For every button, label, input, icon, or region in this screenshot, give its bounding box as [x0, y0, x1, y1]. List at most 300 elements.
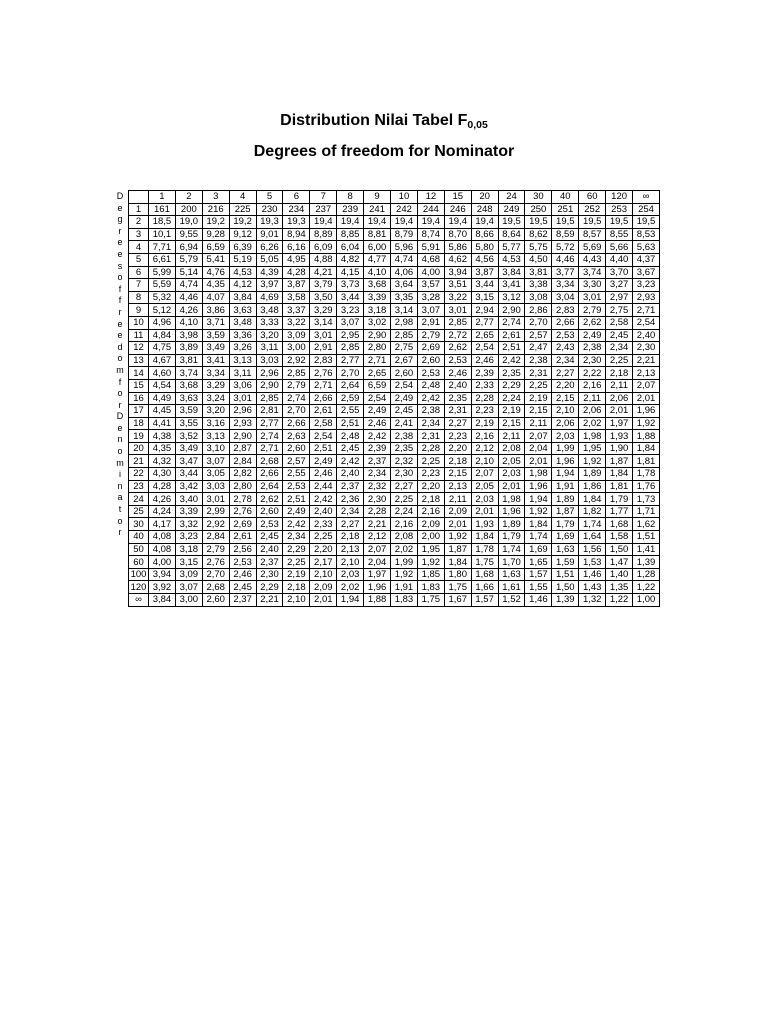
table-cell: 19,2	[202, 216, 229, 229]
table-cell: 2,79	[202, 543, 229, 556]
table-cell: 1,87	[606, 455, 633, 468]
table-cell: 1,58	[606, 531, 633, 544]
table-cell: 2,67	[391, 354, 418, 367]
table-cell: 3,34	[202, 367, 229, 380]
table-cell: 4,53	[498, 253, 525, 266]
table-cell: 2,45	[229, 581, 256, 594]
table-cell: 8,64	[498, 228, 525, 241]
table-cell: 2,10	[552, 405, 579, 418]
table-cell: 19,0	[175, 216, 202, 229]
row-header: 13	[129, 354, 149, 367]
table-cell: 4,74	[391, 253, 418, 266]
table-cell: 2,62	[579, 316, 606, 329]
table-cell: 2,23	[444, 430, 471, 443]
table-cell: 2,34	[606, 342, 633, 355]
table-cell: 3,81	[175, 354, 202, 367]
table-cell: 3,35	[391, 291, 418, 304]
table-cell: 2,15	[552, 392, 579, 405]
row-header: 17	[129, 405, 149, 418]
table-cell: 2,37	[229, 594, 256, 607]
side-label-letter: t	[118, 504, 122, 515]
row-header: 7	[129, 279, 149, 292]
table-cell: 4,41	[149, 417, 176, 430]
table-cell: 230	[256, 203, 283, 216]
table-cell: 3,74	[579, 266, 606, 279]
table-cell: 2,36	[337, 493, 364, 506]
table-cell: 1,92	[391, 568, 418, 581]
table-cell: 2,75	[391, 342, 418, 355]
table-cell: 5,86	[444, 241, 471, 254]
side-label-letter: r	[118, 527, 122, 538]
table-cell: 2,54	[471, 342, 498, 355]
table-cell: 3,07	[202, 455, 229, 468]
table-cell: 3,70	[606, 266, 633, 279]
table-cell: 8,81	[364, 228, 391, 241]
table-cell: 1,67	[444, 594, 471, 607]
table-cell: 19,4	[417, 216, 444, 229]
table-cell: 225	[229, 203, 256, 216]
table-row	[129, 543, 660, 556]
table-cell: 2,48	[417, 379, 444, 392]
table-cell: 4,21	[310, 266, 337, 279]
table-cell: 2,34	[552, 354, 579, 367]
table-cell: 1,75	[471, 556, 498, 569]
table-cell: 2,57	[283, 455, 310, 468]
table-cell: 2,93	[633, 291, 660, 304]
table-cell: 3,42	[175, 480, 202, 493]
table-cell: 2,09	[417, 518, 444, 531]
table-cell: 3,74	[175, 367, 202, 380]
table-cell: 1,76	[633, 480, 660, 493]
table-cell: 2,03	[471, 493, 498, 506]
table-cell: 5,59	[149, 279, 176, 292]
table-cell: 2,24	[391, 505, 418, 518]
table-cell: 2,60	[283, 442, 310, 455]
table-cell: 2,18	[444, 455, 471, 468]
row-header: 10	[129, 316, 149, 329]
table-cell: 2,77	[256, 417, 283, 430]
table-cell: 2,48	[337, 430, 364, 443]
table-cell: 1,79	[606, 493, 633, 506]
table-cell: 1,66	[471, 581, 498, 594]
table-cell: 2,03	[552, 430, 579, 443]
table-cell: 2,80	[364, 342, 391, 355]
table-cell: 1,64	[579, 531, 606, 544]
table-cell: 2,19	[471, 417, 498, 430]
table-cell: 1,47	[606, 556, 633, 569]
table-cell: 3,15	[471, 291, 498, 304]
row-header: 60	[129, 556, 149, 569]
side-label-letter: r	[118, 399, 122, 410]
column-header: 40	[552, 191, 579, 204]
row-header: 2	[129, 216, 149, 229]
table-cell: 1,51	[633, 531, 660, 544]
table-cell: 2,90	[256, 379, 283, 392]
table-cell: 3,94	[444, 266, 471, 279]
table-cell: 2,10	[310, 568, 337, 581]
table-cell: 6,39	[229, 241, 256, 254]
side-label-letter: o	[117, 353, 123, 364]
table-cell: 3,39	[364, 291, 391, 304]
table-cell: 2,08	[391, 531, 418, 544]
table-cell: 250	[525, 203, 552, 216]
table-cell: 2,21	[633, 354, 660, 367]
table-cell: 4,28	[283, 266, 310, 279]
table-cell: 4,40	[606, 253, 633, 266]
table-cell: 5,66	[606, 241, 633, 254]
row-header: 21	[129, 455, 149, 468]
side-label-letter: n	[117, 434, 123, 445]
table-cell: 2,60	[256, 505, 283, 518]
table-cell: 3,47	[175, 455, 202, 468]
table-cell: 3,07	[175, 581, 202, 594]
table-cell: 1,94	[525, 493, 552, 506]
table-cell: 4,88	[310, 253, 337, 266]
side-label-letter: g	[117, 214, 123, 225]
table-cell: 1,75	[417, 594, 444, 607]
table-cell: 246	[444, 203, 471, 216]
table-cell: 1,78	[471, 543, 498, 556]
table-cell: 1,28	[633, 568, 660, 581]
table-cell: 2,86	[525, 304, 552, 317]
table-cell: 2,11	[444, 493, 471, 506]
table-cell: 2,91	[417, 316, 444, 329]
table-cell: 2,71	[256, 442, 283, 455]
table-cell: 2,25	[391, 493, 418, 506]
table-cell: 2,01	[525, 455, 552, 468]
table-cell: 2,41	[391, 417, 418, 430]
table-cell: 1,81	[633, 455, 660, 468]
table-cell: 2,30	[256, 568, 283, 581]
table-cell: 4,68	[417, 253, 444, 266]
table-cell: 19,5	[552, 216, 579, 229]
table-cell: 2,45	[606, 329, 633, 342]
side-label-letter: f	[118, 295, 122, 306]
table-cell: 2,30	[633, 342, 660, 355]
table-cell: 2,38	[417, 405, 444, 418]
table-row	[129, 342, 660, 355]
side-label-letter: e	[117, 248, 123, 259]
table-cell: 2,47	[525, 342, 552, 355]
table-cell: 1,88	[364, 594, 391, 607]
table-cell: 3,37	[283, 304, 310, 317]
side-label-letter: e	[117, 422, 123, 433]
table-cell: 19,2	[229, 216, 256, 229]
table-cell: 4,00	[149, 556, 176, 569]
table-cell: 2,21	[256, 594, 283, 607]
table-cell: 4,96	[149, 316, 176, 329]
row-header: 23	[129, 480, 149, 493]
table-cell: 5,14	[175, 266, 202, 279]
table-cell: 3,84	[498, 266, 525, 279]
table-cell: 1,59	[552, 556, 579, 569]
table-cell: 2,70	[525, 316, 552, 329]
table-cell: 8,79	[391, 228, 418, 241]
table-cell: 2,29	[498, 379, 525, 392]
table-cell: 3,22	[283, 316, 310, 329]
table-cell: 2,09	[310, 581, 337, 594]
table-cell: 2,68	[256, 455, 283, 468]
table-cell: 2,55	[283, 468, 310, 481]
table-cell: 2,85	[444, 316, 471, 329]
table-cell: 2,82	[229, 468, 256, 481]
table-cell: 2,06	[579, 405, 606, 418]
table-cell: 252	[579, 203, 606, 216]
header-row	[129, 191, 660, 204]
table-cell: 2,51	[337, 417, 364, 430]
table-cell: 8,53	[633, 228, 660, 241]
column-header: 10	[391, 191, 418, 204]
side-label-letter: i	[119, 469, 121, 480]
table-cell: 2,85	[337, 342, 364, 355]
table-cell: 1,78	[633, 468, 660, 481]
table-cell: 9,01	[256, 228, 283, 241]
table-cell: 19,4	[364, 216, 391, 229]
row-header: 5	[129, 253, 149, 266]
table-cell: 18,5	[149, 216, 176, 229]
title-subscript: 0,05	[467, 119, 488, 131]
table-cell: 2,90	[364, 329, 391, 342]
table-cell: 8,57	[579, 228, 606, 241]
table-cell: 6,61	[149, 253, 176, 266]
table-cell: 3,02	[364, 316, 391, 329]
table-cell: 2,30	[579, 354, 606, 367]
table-cell: 3,48	[256, 304, 283, 317]
table-cell: 1,39	[552, 594, 579, 607]
table-cell: 2,85	[283, 367, 310, 380]
table-cell: 3,23	[633, 279, 660, 292]
table-cell: 1,71	[633, 505, 660, 518]
table-cell: 2,33	[310, 518, 337, 531]
table-cell: 2,22	[579, 367, 606, 380]
table-cell: 1,32	[579, 594, 606, 607]
table-cell: 4,12	[229, 279, 256, 292]
table-cell: 5,05	[256, 253, 283, 266]
table-cell: 2,37	[256, 556, 283, 569]
table-cell: 2,28	[364, 505, 391, 518]
table-cell: 2,29	[256, 581, 283, 594]
table-cell: 9,12	[229, 228, 256, 241]
table-cell: 2,01	[471, 505, 498, 518]
table-cell: 2,54	[310, 430, 337, 443]
table-cell: 3,11	[229, 367, 256, 380]
table-cell: 1,92	[579, 455, 606, 468]
table-cell: 216	[202, 203, 229, 216]
table-cell: 19,5	[579, 216, 606, 229]
column-header: 30	[525, 191, 552, 204]
table-cell: 2,28	[417, 442, 444, 455]
column-header: 8	[337, 191, 364, 204]
table-cell: 2,19	[498, 405, 525, 418]
table-cell: 2,61	[310, 405, 337, 418]
table-cell: 2,11	[525, 417, 552, 430]
row-header: 40	[129, 531, 149, 544]
table-cell: 2,13	[444, 480, 471, 493]
table-cell: 3,09	[283, 329, 310, 342]
table-cell: 2,02	[337, 581, 364, 594]
table-cell: 3,15	[175, 556, 202, 569]
table-row	[129, 253, 660, 266]
table-cell: 8,55	[606, 228, 633, 241]
column-header: ∞	[633, 191, 660, 204]
table-cell: 2,18	[337, 531, 364, 544]
table-cell: 2,74	[256, 430, 283, 443]
table-cell: 1,77	[606, 505, 633, 518]
table-cell: 3,29	[202, 379, 229, 392]
table-cell: 6,94	[175, 241, 202, 254]
table-cell: 2,71	[633, 304, 660, 317]
table-cell: 2,28	[471, 392, 498, 405]
table-cell: 1,55	[525, 581, 552, 594]
table-cell: 2,59	[337, 392, 364, 405]
table-cell: 2,02	[391, 543, 418, 556]
table-cell: 1,68	[471, 568, 498, 581]
table-cell: 2,38	[391, 430, 418, 443]
table-cell: 2,40	[633, 329, 660, 342]
table-row	[129, 279, 660, 292]
table-cell: 161	[149, 203, 176, 216]
side-label-letter: D	[116, 411, 124, 422]
page-title	[0, 111, 768, 131]
table-cell: 1,79	[498, 531, 525, 544]
column-header: 20	[471, 191, 498, 204]
row-header: 14	[129, 367, 149, 380]
table-cell: 3,28	[417, 291, 444, 304]
table-row	[129, 379, 660, 392]
table-cell: 2,51	[498, 342, 525, 355]
table-cell: 1,57	[525, 568, 552, 581]
table-cell: 2,04	[525, 442, 552, 455]
page-subtitle: Degrees of freedom for Nominator	[253, 143, 515, 160]
table-row	[129, 468, 660, 481]
table-cell: 2,01	[310, 594, 337, 607]
table-cell: 2,66	[256, 468, 283, 481]
table-cell: 4,10	[364, 266, 391, 279]
table-cell: 1,63	[498, 568, 525, 581]
row-header: 15	[129, 379, 149, 392]
table-cell: 1,62	[633, 518, 660, 531]
table-row	[129, 493, 660, 506]
row-header: 24	[129, 493, 149, 506]
table-cell: 3,55	[175, 417, 202, 430]
table-cell: 4,32	[149, 455, 176, 468]
table-cell: 2,25	[525, 379, 552, 392]
row-header: ∞	[129, 594, 149, 607]
table-cell: 1,94	[337, 594, 364, 607]
table-row	[129, 241, 660, 254]
table-cell: 1,74	[498, 543, 525, 556]
table-cell: 2,27	[337, 518, 364, 531]
table-cell: 4,28	[149, 480, 176, 493]
table-cell: 3,68	[364, 279, 391, 292]
table-row	[129, 329, 660, 342]
table-cell: 3,00	[175, 594, 202, 607]
table-cell: 2,25	[310, 531, 337, 544]
table-cell: 2,60	[202, 594, 229, 607]
table-cell: 1,97	[606, 417, 633, 430]
table-cell: 1,65	[525, 556, 552, 569]
side-label-letter: r	[118, 306, 122, 317]
table-cell: 1,98	[498, 493, 525, 506]
table-cell: 3,86	[202, 304, 229, 317]
table-cell: 2,90	[498, 304, 525, 317]
table-cell: 4,53	[229, 266, 256, 279]
table-cell: 2,31	[417, 430, 444, 443]
table-cell: 4,10	[175, 316, 202, 329]
table-cell: 1,56	[579, 543, 606, 556]
table-cell: 1,95	[417, 543, 444, 556]
table-cell: 3,34	[552, 279, 579, 292]
table-cell: 4,95	[283, 253, 310, 266]
table-cell: 2,74	[498, 316, 525, 329]
table-cell: 19,5	[606, 216, 633, 229]
table-cell: 248	[471, 203, 498, 216]
table-cell: 2,58	[606, 316, 633, 329]
table-cell: 1,87	[552, 505, 579, 518]
table-cell: 1,63	[552, 543, 579, 556]
table-cell: 2,76	[310, 367, 337, 380]
table-cell: 2,33	[471, 379, 498, 392]
table-cell: 3,09	[175, 568, 202, 581]
table-cell: 2,53	[256, 518, 283, 531]
table-cell: 2,31	[444, 405, 471, 418]
table-cell: 3,13	[202, 430, 229, 443]
table-cell: 2,54	[364, 392, 391, 405]
table-cell: 2,78	[229, 493, 256, 506]
side-label-letter: a	[117, 492, 123, 503]
table-cell: 2,83	[552, 304, 579, 317]
table-cell: 4,30	[149, 468, 176, 481]
table-cell: 4,26	[175, 304, 202, 317]
side-label-letter: d	[117, 341, 123, 352]
table-cell: 2,54	[391, 379, 418, 392]
table-row	[129, 556, 660, 569]
table-cell: 2,46	[364, 417, 391, 430]
table-cell: 2,11	[606, 379, 633, 392]
table-cell: 3,77	[552, 266, 579, 279]
table-cell: 2,62	[444, 342, 471, 355]
table-cell: 2,13	[633, 367, 660, 380]
table-cell: 2,60	[391, 367, 418, 380]
table-cell: 2,80	[229, 480, 256, 493]
table-cell: 3,87	[283, 279, 310, 292]
table-cell: 1,84	[525, 518, 552, 531]
table-cell: 2,32	[391, 455, 418, 468]
table-row	[129, 266, 660, 279]
table-cell: 3,07	[337, 316, 364, 329]
table-cell: 2,16	[391, 518, 418, 531]
table-cell: 1,43	[579, 581, 606, 594]
table-cell: 2,70	[337, 367, 364, 380]
table-cell: 1,92	[525, 505, 552, 518]
table-cell: 3,26	[229, 342, 256, 355]
table-cell: 2,18	[417, 493, 444, 506]
table-cell: 1,93	[471, 518, 498, 531]
table-cell: 3,33	[256, 316, 283, 329]
table-cell: 2,55	[337, 405, 364, 418]
table-row	[129, 594, 660, 607]
table-cell: 3,01	[444, 304, 471, 317]
table-cell: 2,25	[606, 354, 633, 367]
table-cell: 2,60	[417, 354, 444, 367]
table-cell: 4,43	[579, 253, 606, 266]
table-cell: 2,45	[337, 442, 364, 455]
table-cell: 2,03	[498, 468, 525, 481]
table-cell: 3,39	[175, 505, 202, 518]
table-cell: 1,84	[633, 442, 660, 455]
table-cell: 8,62	[525, 228, 552, 241]
table-cell: 3,87	[471, 266, 498, 279]
